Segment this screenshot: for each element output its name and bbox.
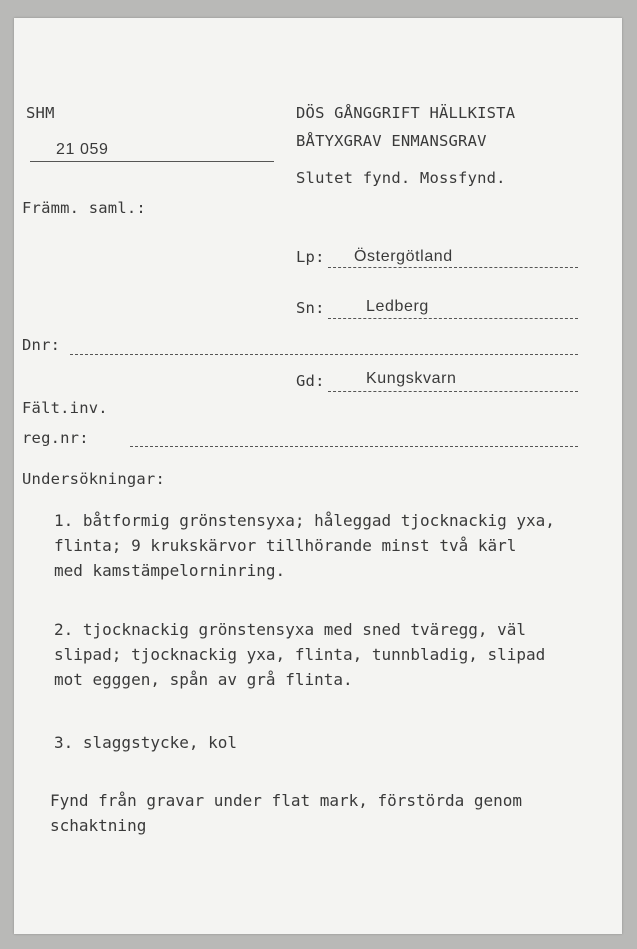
museum-code: SHM xyxy=(26,104,55,122)
gd-value: Kungskvarn xyxy=(366,370,457,387)
investigation-entry-3 xyxy=(54,730,237,755)
grave-type-line2: BÅTYXGRAV ENMANSGRAV xyxy=(296,132,487,150)
note-line: schaktning xyxy=(50,816,147,835)
investigation-entry-2 xyxy=(54,617,545,692)
note-line: Fynd från gravar under flat mark, förstörda genom xyxy=(50,791,523,810)
lp-value: Östergötland xyxy=(354,248,453,265)
reg-nr-label: reg.nr: xyxy=(22,429,89,447)
sn-label: Sn: xyxy=(296,299,325,317)
dnr-line xyxy=(70,354,578,355)
falt-inv-label: Fält.inv. xyxy=(22,399,108,417)
entry-line: slipad; tjocknackig yxa, flinta, tunnbladig, slipad xyxy=(54,645,546,664)
reg-nr-line xyxy=(130,446,578,447)
dnr-label: Dnr: xyxy=(22,336,61,354)
sn-line xyxy=(328,318,578,319)
entry-line: 2. tjocknackig grönstensyxa med sned tväregg, väl xyxy=(54,620,527,639)
sn-value: Ledberg xyxy=(366,298,429,315)
grave-type-line1: DÖS GÅNGGRIFT HÄLLKISTA xyxy=(296,104,516,122)
entry-line: 3. slaggstycke, kol xyxy=(54,733,238,752)
find-note xyxy=(50,788,522,838)
catalog-number-line xyxy=(30,161,274,162)
investigation-entry-1 xyxy=(54,508,555,583)
catalog-card xyxy=(14,18,622,934)
gd-label: Gd: xyxy=(296,372,325,390)
gd-line xyxy=(328,391,578,392)
catalog-number: 21 059 xyxy=(56,141,109,158)
framm-saml-label: Främm. saml.: xyxy=(22,199,146,217)
entry-line: med kamstämpelorninring. xyxy=(54,561,286,580)
investigations-heading: Undersökningar: xyxy=(22,470,165,488)
find-type: Slutet fynd. Mossfynd. xyxy=(296,169,506,187)
entry-line: mot egggen, spån av grå flinta. xyxy=(54,670,353,689)
entry-line: flinta; 9 krukskärvor tillhörande minst två kärl xyxy=(54,536,517,555)
lp-label: Lp: xyxy=(296,248,325,266)
lp-line xyxy=(328,267,578,268)
entry-line: 1. båtformig grönstensyxa; håleggad tjocknackig yxa, xyxy=(54,511,555,530)
